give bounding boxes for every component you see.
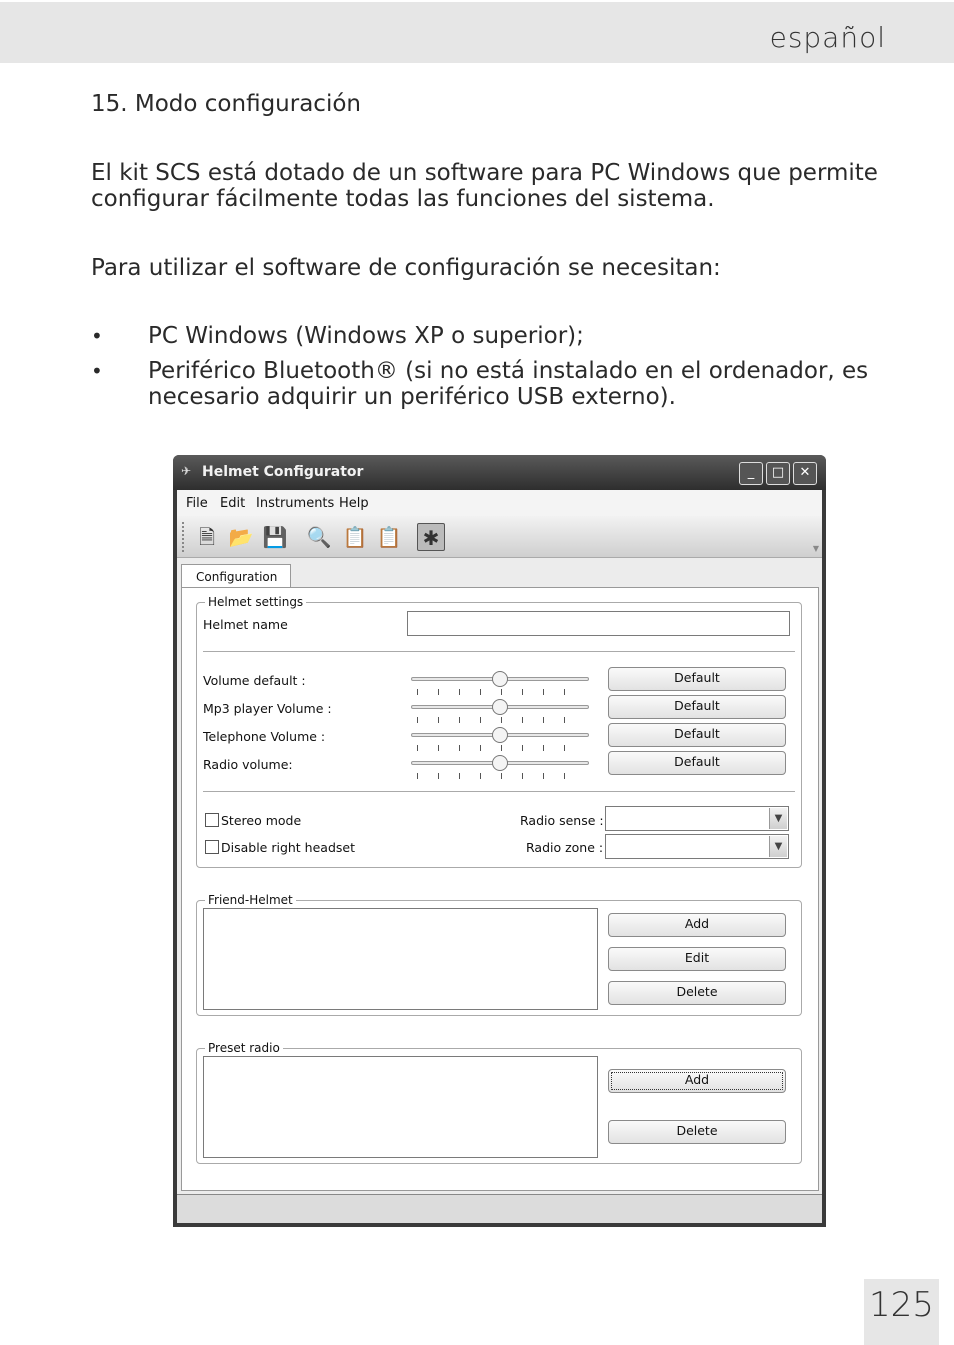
page-header-band bbox=[0, 2, 954, 63]
toolbar-grip[interactable] bbox=[182, 522, 185, 552]
volume-label: Mp3 player Volume : bbox=[203, 701, 332, 716]
add-friend-button[interactable]: Add bbox=[608, 913, 786, 937]
default-button[interactable]: Default bbox=[608, 695, 786, 719]
menu-help[interactable]: Help bbox=[339, 496, 369, 511]
volume-label: Telephone Volume : bbox=[203, 729, 326, 744]
delete-friend-button[interactable]: Delete bbox=[608, 981, 786, 1005]
volume-label: Radio volume: bbox=[203, 757, 293, 772]
open-folder-icon[interactable]: 📂 bbox=[228, 525, 254, 549]
header-language: español bbox=[769, 21, 886, 54]
status-bar bbox=[177, 1194, 822, 1223]
list-item: • PC Windows (Windows XP o superior); bbox=[91, 323, 911, 349]
search-icon[interactable]: 🔍 bbox=[306, 525, 332, 549]
disable-right-headset-label: Disable right headset bbox=[221, 840, 355, 855]
helmet-configurator-window bbox=[173, 455, 826, 1227]
radio-zone-select[interactable] bbox=[605, 834, 789, 859]
group-legend: Preset radio bbox=[205, 1041, 283, 1055]
volume-slider[interactable] bbox=[411, 725, 591, 751]
toolbar bbox=[177, 516, 822, 558]
tab-configuration[interactable]: Configuration bbox=[181, 564, 291, 588]
stereo-mode-label: Stereo mode bbox=[221, 813, 302, 828]
helmet-settings-group bbox=[196, 595, 802, 868]
copy-icon[interactable]: 📋 bbox=[342, 525, 368, 549]
radio-sense-select[interactable] bbox=[605, 806, 789, 831]
app-icon: ✈ bbox=[181, 464, 192, 478]
volume-label: Volume default : bbox=[203, 673, 306, 688]
new-file-icon[interactable]: 🗎 bbox=[198, 525, 216, 549]
radio-zone-label: Radio zone : bbox=[526, 840, 604, 855]
volume-slider[interactable] bbox=[411, 697, 591, 723]
save-icon[interactable]: 💾 bbox=[262, 525, 288, 549]
minimize-button[interactable]: _ bbox=[739, 462, 763, 485]
default-button[interactable]: Default bbox=[608, 667, 786, 691]
toolbar-overflow-icon[interactable]: ▼ bbox=[812, 544, 819, 553]
friend-helmet-list[interactable] bbox=[203, 908, 598, 1010]
default-button[interactable]: Default bbox=[608, 723, 786, 747]
stereo-mode-checkbox[interactable] bbox=[205, 813, 219, 827]
slider-thumb[interactable] bbox=[492, 727, 508, 743]
window-title: Helmet Configurator bbox=[202, 464, 364, 480]
edit-friend-button[interactable]: Edit bbox=[608, 947, 786, 971]
maximize-button[interactable]: □ bbox=[766, 462, 790, 485]
divider bbox=[203, 791, 795, 792]
group-legend: Helmet settings bbox=[205, 595, 306, 609]
title-bar[interactable] bbox=[173, 455, 826, 490]
menu-file[interactable]: File bbox=[186, 496, 208, 511]
divider bbox=[203, 651, 795, 652]
page-number: 125 bbox=[869, 1285, 934, 1325]
close-button[interactable]: ✕ bbox=[793, 462, 817, 485]
default-button[interactable]: Default bbox=[608, 751, 786, 775]
section-title: 15. Modo configuración bbox=[91, 91, 361, 117]
disable-right-headset-checkbox[interactable] bbox=[205, 840, 219, 854]
requirements-list bbox=[91, 323, 911, 419]
chevron-down-icon[interactable]: ▼ bbox=[769, 808, 787, 829]
page-number-box bbox=[864, 1279, 939, 1345]
paste-icon[interactable]: 📋 bbox=[376, 525, 402, 549]
group-legend: Friend-Helmet bbox=[205, 893, 296, 907]
slider-thumb[interactable] bbox=[492, 671, 508, 687]
slider-thumb[interactable] bbox=[492, 699, 508, 715]
requirements-paragraph: Para utilizar el software de configuración se necesitan: bbox=[91, 255, 721, 281]
helmet-name-label: Helmet name bbox=[203, 617, 288, 632]
menu-bar bbox=[177, 490, 822, 516]
radio-sense-label: Radio sense : bbox=[520, 813, 604, 828]
list-item: • Periférico Bluetooth® (si no está instalado en el ordenador, es necesario adquirir un periférico USB externo). bbox=[91, 358, 911, 410]
menu-instruments[interactable]: Instruments bbox=[256, 496, 335, 511]
volume-slider[interactable] bbox=[411, 753, 591, 779]
chevron-down-icon[interactable]: ▼ bbox=[769, 836, 787, 857]
intro-paragraph: El kit SCS está dotado de un software para PC Windows que permite configurar fácilmente todas las funciones del sistema. bbox=[91, 160, 878, 212]
preset-radio-group bbox=[196, 1041, 802, 1164]
bluetooth-icon[interactable]: ✱ bbox=[417, 523, 445, 551]
delete-preset-button[interactable]: Delete bbox=[608, 1120, 786, 1144]
volume-slider[interactable] bbox=[411, 669, 591, 695]
helmet-name-field[interactable] bbox=[407, 611, 790, 636]
add-preset-button[interactable]: Add bbox=[608, 1069, 786, 1093]
menu-edit[interactable]: Edit bbox=[220, 496, 246, 511]
preset-radio-list[interactable] bbox=[203, 1056, 598, 1158]
window-client-area bbox=[177, 490, 822, 1223]
friend-helmet-group bbox=[196, 893, 802, 1016]
slider-thumb[interactable] bbox=[492, 755, 508, 771]
configuration-panel bbox=[181, 587, 819, 1191]
